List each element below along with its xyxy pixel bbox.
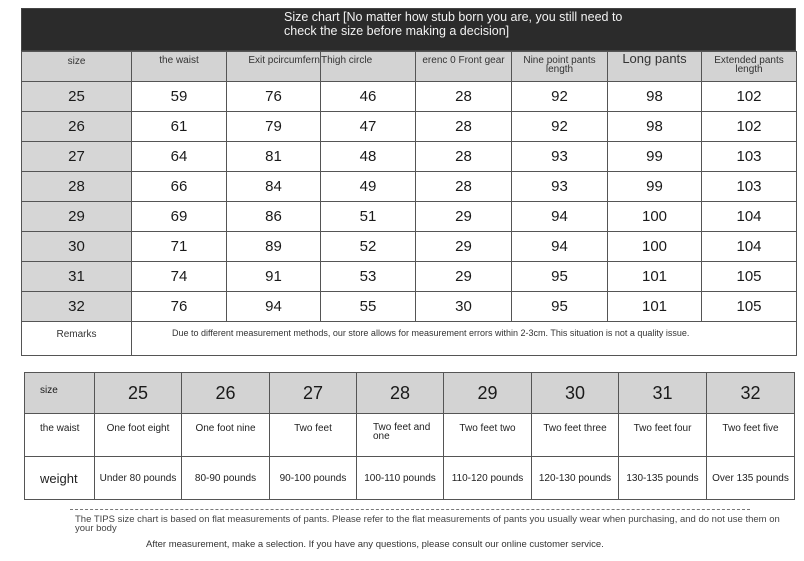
cell-waist: 74 (132, 262, 227, 292)
guide-waist-cell: Two feet two (444, 414, 532, 457)
cell-long-pants: 101 (608, 262, 702, 292)
guide-waist-cell: One foot nine (182, 414, 270, 457)
table-row (22, 292, 797, 322)
header-thigh: Thigh circle (321, 52, 416, 82)
guide-waist-cell: Two feet and one (357, 414, 444, 457)
cell-thigh: 53 (321, 262, 416, 292)
cell-extended-length: 102 (702, 112, 797, 142)
cell-size: 29 (22, 202, 132, 232)
footer-divider (70, 509, 750, 510)
guide-size-cell: 32 (707, 373, 795, 414)
cell-size: 30 (22, 232, 132, 262)
guide-size-label: size (25, 373, 95, 414)
guide-weight-cell: 130-135 pounds (619, 457, 707, 500)
cell-thigh: 46 (321, 82, 416, 112)
cell-front-rise: 28 (416, 142, 512, 172)
table-row (22, 232, 797, 262)
guide-weight-cell: 100-110 pounds (357, 457, 444, 500)
cell-nine-point-length: 92 (512, 82, 608, 112)
cell-thigh: 48 (321, 142, 416, 172)
cell-waist: 76 (132, 292, 227, 322)
cell-long-pants: 101 (608, 292, 702, 322)
cell-hip: 89 (227, 232, 321, 262)
cell-thigh: 51 (321, 202, 416, 232)
cell-front-rise: 30 (416, 292, 512, 322)
guide-waist-cell: Two feet (270, 414, 357, 457)
cell-hip: 94 (227, 292, 321, 322)
cell-waist: 59 (132, 82, 227, 112)
guide-waist-row (25, 414, 795, 457)
cell-extended-length: 104 (702, 232, 797, 262)
header-extended-length: Extended pants length (702, 52, 797, 82)
remarks-row (22, 322, 797, 356)
table-row (22, 112, 797, 142)
cell-thigh: 49 (321, 172, 416, 202)
guide-waist-cell: Two feet four (619, 414, 707, 457)
cell-nine-point-length: 95 (512, 262, 608, 292)
cell-nine-point-length: 94 (512, 202, 608, 232)
cell-size: 31 (22, 262, 132, 292)
cell-hip: 86 (227, 202, 321, 232)
cell-extended-length: 103 (702, 172, 797, 202)
guide-waist-label: the waist (25, 414, 95, 457)
cell-front-rise: 29 (416, 232, 512, 262)
cell-thigh: 52 (321, 232, 416, 262)
remarks-text: Due to different measurement methods, our store allows for measurement errors within 2-3cm. This situation is not a quality issue. (132, 322, 797, 356)
guide-waist-cell: Two feet five (707, 414, 795, 457)
cell-front-rise: 29 (416, 202, 512, 232)
cell-size: 32 (22, 292, 132, 322)
cell-extended-length: 102 (702, 82, 797, 112)
header-nine-point-length: Nine point pants length (512, 52, 608, 82)
cell-hip: 79 (227, 112, 321, 142)
cell-thigh: 47 (321, 112, 416, 142)
header-waist: the waist (132, 52, 227, 82)
guide-weight-cell: Under 80 pounds (95, 457, 182, 500)
cell-front-rise: 28 (416, 82, 512, 112)
cell-nine-point-length: 92 (512, 112, 608, 142)
cell-front-rise: 28 (416, 172, 512, 202)
header-long-pants: Long pants (608, 52, 702, 82)
title-line-1: Size chart [No matter how stub born you are, you still need to (284, 10, 623, 24)
guide-size-cell: 25 (95, 373, 182, 414)
cell-size: 28 (22, 172, 132, 202)
cell-nine-point-length: 93 (512, 172, 608, 202)
table-row (22, 172, 797, 202)
size-chart-table (21, 8, 796, 356)
cell-hip: 81 (227, 142, 321, 172)
header-front-rise: erenc 0 Front gear (416, 52, 512, 82)
size-guide-table (24, 372, 794, 500)
cell-extended-length: 105 (702, 292, 797, 322)
cell-front-rise: 29 (416, 262, 512, 292)
cell-size: 26 (22, 112, 132, 142)
tips-note: The TIPS size chart is based on flat measurements of pants. Please refer to the flat measurements of pants you usually wear when purchasing, and do not use them on your body (75, 514, 780, 534)
cell-long-pants: 100 (608, 232, 702, 262)
header-size: size (22, 52, 132, 82)
cell-long-pants: 98 (608, 82, 702, 112)
header-hip: Exit pcircumfern (227, 52, 321, 82)
guide-size-cell: 30 (532, 373, 619, 414)
cell-nine-point-length: 93 (512, 142, 608, 172)
guide-size-cell: 29 (444, 373, 532, 414)
table-row (22, 202, 797, 232)
cell-front-rise: 28 (416, 112, 512, 142)
guide-size-cell: 26 (182, 373, 270, 414)
cell-long-pants: 100 (608, 202, 702, 232)
cell-hip: 84 (227, 172, 321, 202)
guide-weight-cell: 110-120 pounds (444, 457, 532, 500)
table-row (22, 262, 797, 292)
remarks-label: Remarks (22, 322, 132, 356)
cell-waist: 66 (132, 172, 227, 202)
guide-size-row (25, 373, 795, 414)
cell-long-pants: 98 (608, 112, 702, 142)
cell-thigh: 55 (321, 292, 416, 322)
cell-size: 27 (22, 142, 132, 172)
guide-size-cell: 31 (619, 373, 707, 414)
cell-extended-length: 105 (702, 262, 797, 292)
after-measurement-note: After measurement, make a selection. If you have any questions, please consult our online customer service. (146, 539, 604, 550)
table-row (22, 82, 797, 112)
guide-waist-cell: Two feet three (532, 414, 619, 457)
cell-waist: 69 (132, 202, 227, 232)
guide-weight-row (25, 457, 795, 500)
guide-weight-cell: 90-100 pounds (270, 457, 357, 500)
table-row (22, 142, 797, 172)
guide-weight-cell: 120-130 pounds (532, 457, 619, 500)
guide-weight-label: weight (25, 457, 95, 500)
guide-weight-cell: 80-90 pounds (182, 457, 270, 500)
guide-weight-cell: Over 135 pounds (707, 457, 795, 500)
cell-long-pants: 99 (608, 172, 702, 202)
cell-hip: 91 (227, 262, 321, 292)
cell-waist: 64 (132, 142, 227, 172)
cell-hip: 76 (227, 82, 321, 112)
title-line-2: check the size before making a decision] (284, 24, 510, 38)
size-chart-title (21, 8, 796, 51)
cell-nine-point-length: 94 (512, 232, 608, 262)
cell-nine-point-length: 95 (512, 292, 608, 322)
cell-extended-length: 103 (702, 142, 797, 172)
size-chart-header (22, 52, 797, 82)
guide-waist-cell: One foot eight (95, 414, 182, 457)
guide-size-cell: 28 (357, 373, 444, 414)
cell-size: 25 (22, 82, 132, 112)
guide-size-cell: 27 (270, 373, 357, 414)
cell-extended-length: 104 (702, 202, 797, 232)
cell-long-pants: 99 (608, 142, 702, 172)
cell-waist: 61 (132, 112, 227, 142)
cell-waist: 71 (132, 232, 227, 262)
